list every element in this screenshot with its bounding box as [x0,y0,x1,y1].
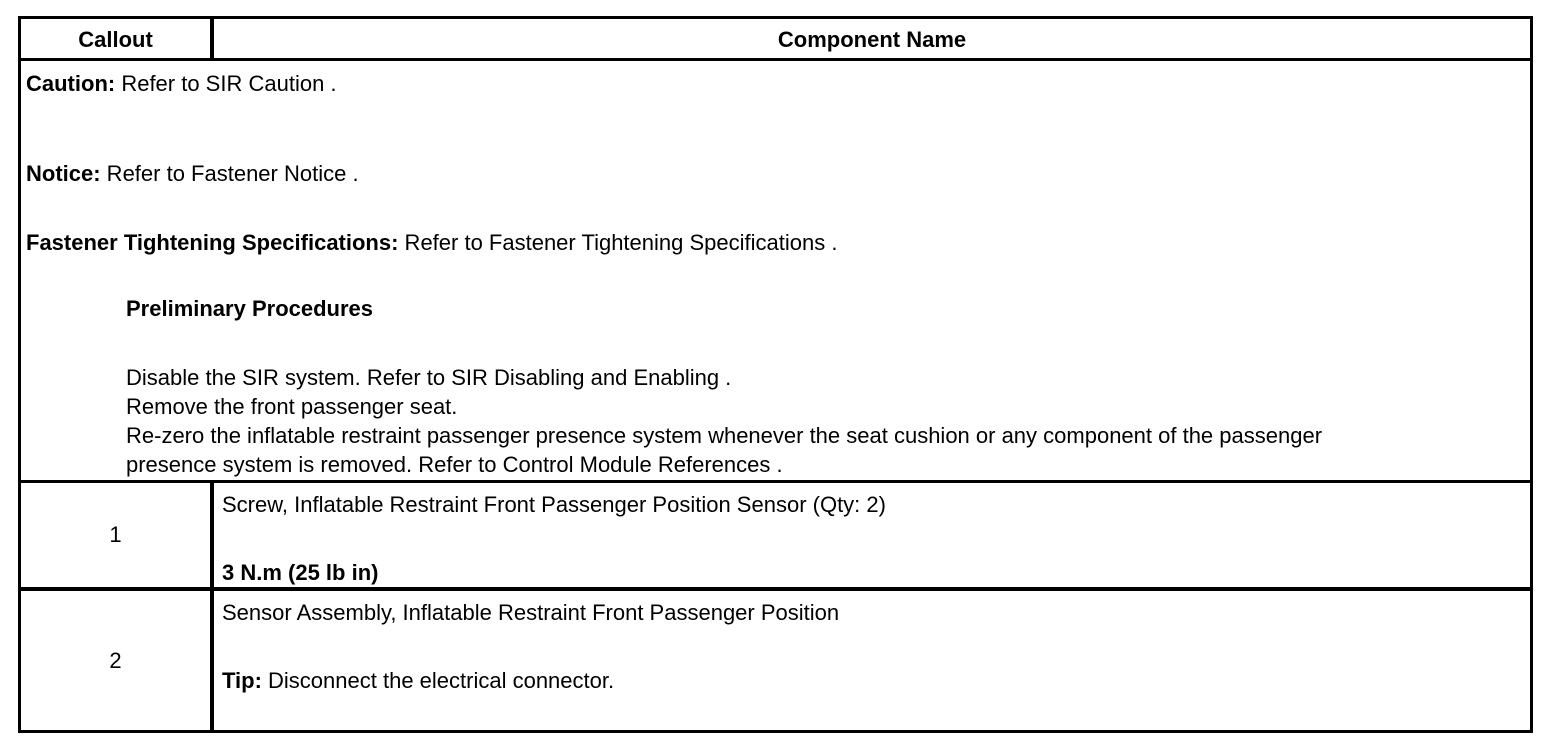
step-1: Disable the SIR system. Refer to SIR Disabling and Enabling . [126,365,732,390]
caution-line [26,71,337,97]
notice-line [26,161,359,187]
component-name: Sensor Assembly, Inflatable Restraint Front Passenger Position [222,600,840,625]
tip-text: Disconnect the electrical connector. [261,668,615,693]
tip-line [222,668,614,694]
fastener-spec-text: Refer to Fastener Tightening Specifications . [398,230,838,255]
header-callout: Callout [21,19,214,58]
intro-section [21,61,1530,483]
table-row [21,483,1530,591]
component-table [18,16,1533,733]
callout-number: 1 [21,483,214,587]
callout-number: 2 [21,591,214,730]
step-3-continued: presence system is removed. Refer to Control Module References . [126,452,783,477]
torque-spec: 3 N.m (25 lb in) [222,560,379,585]
notice-text: Refer to Fastener Notice . [100,161,359,186]
tip-label: Tip: [222,668,262,693]
preliminary-procedures-title: Preliminary Procedures [126,296,374,321]
table-header [21,19,1530,61]
fastener-spec-line [26,230,837,256]
notice-label: Notice: [26,161,101,186]
table-row [21,591,1530,730]
fastener-spec-label: Fastener Tightening Specifications: [26,230,399,255]
header-component-name: Component Name [777,27,967,52]
caution-text: Refer to SIR Caution . [115,71,337,96]
step-2: Remove the front passenger seat. [126,394,458,419]
step-3: Re-zero the inflatable restraint passenger presence system whenever the seat cushion or any component of the passenger [126,423,1323,448]
caution-label: Caution: [26,71,116,96]
component-name: Screw, Inflatable Restraint Front Passenger Position Sensor (Qty: 2) [222,492,886,517]
